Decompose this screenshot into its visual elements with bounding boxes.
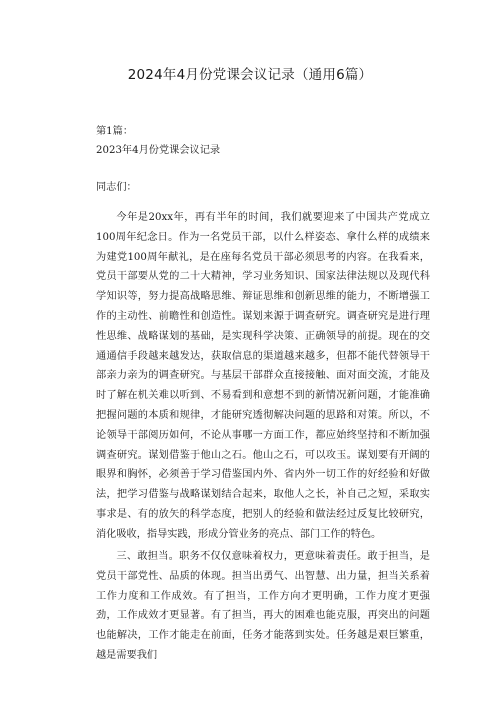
paragraph-1: [96, 208, 430, 545]
greeting: 同志们：: [96, 182, 137, 193]
document-title: 2024年4月份党课会议记录（通用6篇）: [127, 67, 373, 83]
part-label: 第1篇：: [96, 126, 134, 137]
paragraph-1-text: 今年是20xx年，再有半年的时间，我们就要迎来了中国共产党成立100周年纪念日。作为一名党员干部，以什么样姿态、拿什么样的成绩来为建党100周年献礼，是在座每名党员干部必须思考的内容。在我看来，党员干部要从党的二十大精神，学习业务知识、国家法律法规以及现代科学知识等，努力提高战略思维、辩证思维和创新思维的能力，不断增强工作的主动性、前瞻性和创造性。谋划来源于调查研究。调查研究是进行理性思维、战略谋划的基础，是实现科学决策、正确领导的前提。现在的交通通信手段越来越发达，获取信息的渠道越来越多，但都不能代替领导干部亲力亲为的调查研究。与基层干部群众直接接触、面对面交流，才能及时了解在机关难以听到、不易看到和意想不到的新情况新问题，才能准确把握问题的本质和规律，才能研究透彻解决问题的思路和对策。所以，不论领导干部阅历如何，不论从事哪一方面工作，都应始终坚持和不断加强调查研究。谋划借鉴于他山之石。他山之石，可以攻玉。谋划要有开阔的眼界和胸怀，必须善于学习借鉴国内外、省内外一切工作的好经验和好做法，把学习借鉴与战略谋划结合起来，取他人之长，补自己之短，采取实事求是、有的放矢的科学态度，把别人的经验和做法经过反复比较研究，消化吸收，指导实践，形成分管业务的亮点、部门工作的特色。: [96, 212, 430, 540]
paragraph-2-text: 三、敢担当。职务不仅仅意味着权力，更意味着责任。敢于担当，是党员干部党性、品质的体现。担当出勇气、出智慧、出力量，担当关系着工作力度和工作成效。有了担当，工作方向才更明确，工作力度才更强劲，工作成效才更显著。有了担当，再大的困难也能克服，再突出的问题也能解决，工作才能走在前面，任务才能落到实处。任务越是艰巨繁重，越是需要我们: [96, 551, 430, 661]
paragraph-2: [96, 547, 430, 666]
part-title: 2023年4月份党课会议记录: [96, 145, 221, 156]
